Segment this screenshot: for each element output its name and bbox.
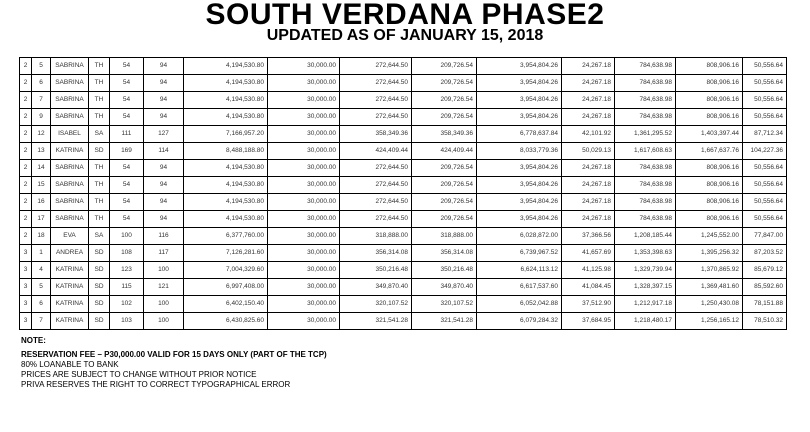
downpayment-1-cell: 272,644.50 [340, 109, 412, 126]
type-cell: TH [89, 58, 110, 75]
block-cell: 2 [20, 194, 32, 211]
lot-area-cell: 54 [110, 58, 144, 75]
monthly-3-cell: 1,667,637.76 [676, 143, 743, 160]
floor-area-cell: 94 [144, 194, 184, 211]
balance-cell: 8,033,779.36 [477, 143, 562, 160]
floor-area-cell: 94 [144, 177, 184, 194]
reservation-fee-cell: 30,000.00 [268, 92, 340, 109]
reservation-fee-cell: 30,000.00 [268, 109, 340, 126]
model-cell: ANDREA [51, 245, 89, 262]
tcp-cell: 6,430,825.60 [184, 313, 268, 330]
lot-cell: 16 [32, 194, 51, 211]
table-row [20, 228, 787, 245]
monthly-1-cell: 24,267.18 [562, 160, 615, 177]
monthly-3-cell: 1,256,165.12 [676, 313, 743, 330]
floor-area-cell: 114 [144, 143, 184, 160]
table-row [20, 92, 787, 109]
lot-area-cell: 123 [110, 262, 144, 279]
reservation-fee-cell: 30,000.00 [268, 228, 340, 245]
reservation-fee-cell: 30,000.00 [268, 143, 340, 160]
floor-area-cell: 121 [144, 279, 184, 296]
downpayment-2-cell: 209,726.54 [412, 194, 477, 211]
monthly-3-cell: 808,906.16 [676, 58, 743, 75]
monthly-2-cell: 1,617,608.63 [615, 143, 676, 160]
monthly-4-cell: 50,556.64 [743, 211, 787, 228]
model-cell: SABRINA [51, 160, 89, 177]
page-title: SOUTH VERDANA PHASE2 [205, 0, 605, 31]
monthly-2-cell: 784,638.98 [615, 177, 676, 194]
monthly-4-cell: 50,556.64 [743, 75, 787, 92]
lot-cell: 13 [32, 143, 51, 160]
reservation-fee-cell: 30,000.00 [268, 296, 340, 313]
table-row [20, 177, 787, 194]
monthly-2-cell: 1,329,739.94 [615, 262, 676, 279]
lot-area-cell: 54 [110, 160, 144, 177]
block-cell: 3 [20, 245, 32, 262]
monthly-4-cell: 104,227.36 [743, 143, 787, 160]
monthly-3-cell: 808,906.16 [676, 194, 743, 211]
lot-cell: 5 [32, 58, 51, 75]
lot-area-cell: 169 [110, 143, 144, 160]
monthly-3-cell: 1,250,430.08 [676, 296, 743, 313]
lot-cell: 7 [32, 92, 51, 109]
balance-cell: 3,954,804.26 [477, 211, 562, 228]
monthly-4-cell: 50,556.64 [743, 160, 787, 177]
monthly-2-cell: 1,218,480.17 [615, 313, 676, 330]
model-cell: SABRINA [51, 75, 89, 92]
type-cell: SA [89, 228, 110, 245]
model-cell: KATRINA [51, 143, 89, 160]
monthly-4-cell: 77,847.00 [743, 228, 787, 245]
table-row [20, 279, 787, 296]
monthly-3-cell: 1,370,865.92 [676, 262, 743, 279]
balance-cell: 6,624,113.12 [477, 262, 562, 279]
tcp-cell: 4,194,530.80 [184, 177, 268, 194]
lot-area-cell: 54 [110, 92, 144, 109]
downpayment-2-cell: 209,726.54 [412, 75, 477, 92]
monthly-1-cell: 41,084.45 [562, 279, 615, 296]
type-cell: SD [89, 262, 110, 279]
tcp-cell: 7,126,281.60 [184, 245, 268, 262]
type-cell: TH [89, 109, 110, 126]
downpayment-2-cell: 318,888.00 [412, 228, 477, 245]
downpayment-2-cell: 424,409.44 [412, 143, 477, 160]
tcp-cell: 7,166,957.20 [184, 126, 268, 143]
model-cell: SABRINA [51, 194, 89, 211]
table-row [20, 143, 787, 160]
floor-area-cell: 117 [144, 245, 184, 262]
lot-area-cell: 102 [110, 296, 144, 313]
model-cell: KATRINA [51, 279, 89, 296]
monthly-1-cell: 24,267.18 [562, 177, 615, 194]
reservation-fee-cell: 30,000.00 [268, 262, 340, 279]
balance-cell: 6,028,872.00 [477, 228, 562, 245]
balance-cell: 3,954,804.26 [477, 58, 562, 75]
monthly-2-cell: 1,361,295.52 [615, 126, 676, 143]
monthly-2-cell: 1,212,917.18 [615, 296, 676, 313]
floor-area-cell: 94 [144, 160, 184, 177]
downpayment-1-cell: 272,644.50 [340, 194, 412, 211]
balance-cell: 3,954,804.26 [477, 177, 562, 194]
monthly-1-cell: 37,684.95 [562, 313, 615, 330]
tcp-cell: 6,997,408.00 [184, 279, 268, 296]
note-price-change: PRICES ARE SUBJECT TO CHANGE WITHOUT PRIOR NOTICE [21, 370, 257, 379]
monthly-2-cell: 784,638.98 [615, 194, 676, 211]
block-cell: 2 [20, 126, 32, 143]
model-cell: SABRINA [51, 109, 89, 126]
downpayment-2-cell: 209,726.54 [412, 211, 477, 228]
downpayment-2-cell: 349,870.40 [412, 279, 477, 296]
monthly-1-cell: 41,125.98 [562, 262, 615, 279]
table-row [20, 194, 787, 211]
block-cell: 2 [20, 75, 32, 92]
monthly-4-cell: 85,679.12 [743, 262, 787, 279]
table-row [20, 126, 787, 143]
price-list-body [20, 58, 787, 330]
downpayment-1-cell: 321,541.28 [340, 313, 412, 330]
tcp-cell: 4,194,530.80 [184, 75, 268, 92]
balance-cell: 3,954,804.26 [477, 75, 562, 92]
block-cell: 2 [20, 143, 32, 160]
model-cell: SABRINA [51, 177, 89, 194]
monthly-3-cell: 808,906.16 [676, 75, 743, 92]
model-cell: ISABEL [51, 126, 89, 143]
model-cell: KATRINA [51, 262, 89, 279]
balance-cell: 3,954,804.26 [477, 194, 562, 211]
lot-cell: 4 [32, 262, 51, 279]
monthly-4-cell: 87,203.52 [743, 245, 787, 262]
reservation-fee-cell: 30,000.00 [268, 126, 340, 143]
table-row [20, 296, 787, 313]
lot-cell: 9 [32, 109, 51, 126]
monthly-1-cell: 24,267.18 [562, 194, 615, 211]
table-row [20, 160, 787, 177]
monthly-2-cell: 784,638.98 [615, 92, 676, 109]
floor-area-cell: 94 [144, 58, 184, 75]
table-row [20, 211, 787, 228]
block-cell: 2 [20, 58, 32, 75]
balance-cell: 6,617,537.60 [477, 279, 562, 296]
monthly-2-cell: 1,208,185.44 [615, 228, 676, 245]
reservation-fee-cell: 30,000.00 [268, 194, 340, 211]
type-cell: SA [89, 126, 110, 143]
monthly-3-cell: 808,906.16 [676, 109, 743, 126]
lot-cell: 6 [32, 296, 51, 313]
block-cell: 2 [20, 92, 32, 109]
block-cell: 2 [20, 160, 32, 177]
downpayment-2-cell: 320,107.52 [412, 296, 477, 313]
monthly-3-cell: 808,906.16 [676, 92, 743, 109]
lot-area-cell: 54 [110, 109, 144, 126]
table-row [20, 313, 787, 330]
downpayment-1-cell: 320,107.52 [340, 296, 412, 313]
block-cell: 3 [20, 262, 32, 279]
downpayment-1-cell: 272,644.50 [340, 75, 412, 92]
lot-cell: 18 [32, 228, 51, 245]
lot-cell: 7 [32, 313, 51, 330]
balance-cell: 6,739,967.52 [477, 245, 562, 262]
monthly-3-cell: 808,906.16 [676, 211, 743, 228]
model-cell: SABRINA [51, 92, 89, 109]
block-cell: 2 [20, 211, 32, 228]
block-cell: 3 [20, 296, 32, 313]
downpayment-1-cell: 272,644.50 [340, 160, 412, 177]
downpayment-1-cell: 272,644.50 [340, 177, 412, 194]
page-subtitle: UPDATED AS OF JANUARY 15, 2018 [266, 27, 544, 44]
reservation-fee-cell: 30,000.00 [268, 313, 340, 330]
monthly-4-cell: 50,556.64 [743, 92, 787, 109]
lot-cell: 12 [32, 126, 51, 143]
monthly-4-cell: 50,556.64 [743, 194, 787, 211]
monthly-1-cell: 42,101.92 [562, 126, 615, 143]
floor-area-cell: 116 [144, 228, 184, 245]
tcp-cell: 7,004,329.60 [184, 262, 268, 279]
lot-area-cell: 54 [110, 177, 144, 194]
monthly-3-cell: 1,369,481.60 [676, 279, 743, 296]
lot-cell: 6 [32, 75, 51, 92]
monthly-4-cell: 78,151.88 [743, 296, 787, 313]
downpayment-2-cell: 209,726.54 [412, 109, 477, 126]
tcp-cell: 4,194,530.80 [184, 194, 268, 211]
type-cell: SD [89, 143, 110, 160]
lot-cell: 15 [32, 177, 51, 194]
tcp-cell: 4,194,530.80 [184, 109, 268, 126]
downpayment-2-cell: 209,726.54 [412, 160, 477, 177]
monthly-3-cell: 808,906.16 [676, 177, 743, 194]
type-cell: TH [89, 92, 110, 109]
block-cell: 2 [20, 109, 32, 126]
balance-cell: 3,954,804.26 [477, 160, 562, 177]
table-row [20, 109, 787, 126]
downpayment-2-cell: 356,314.08 [412, 245, 477, 262]
downpayment-1-cell: 272,644.50 [340, 211, 412, 228]
downpayment-1-cell: 272,644.50 [340, 58, 412, 75]
floor-area-cell: 94 [144, 75, 184, 92]
downpayment-2-cell: 358,349.36 [412, 126, 477, 143]
monthly-4-cell: 85,592.60 [743, 279, 787, 296]
downpayment-1-cell: 358,349.36 [340, 126, 412, 143]
monthly-2-cell: 1,353,398.63 [615, 245, 676, 262]
monthly-2-cell: 784,638.98 [615, 211, 676, 228]
table-row [20, 58, 787, 75]
type-cell: TH [89, 177, 110, 194]
table-row [20, 245, 787, 262]
balance-cell: 6,778,637.84 [477, 126, 562, 143]
monthly-1-cell: 24,267.18 [562, 75, 615, 92]
monthly-4-cell: 50,556.64 [743, 177, 787, 194]
model-cell: EVA [51, 228, 89, 245]
reservation-fee-cell: 30,000.00 [268, 211, 340, 228]
lot-cell: 5 [32, 279, 51, 296]
monthly-2-cell: 784,638.98 [615, 75, 676, 92]
downpayment-1-cell: 272,644.50 [340, 92, 412, 109]
block-cell: 3 [20, 313, 32, 330]
lot-area-cell: 100 [110, 228, 144, 245]
floor-area-cell: 100 [144, 313, 184, 330]
type-cell: TH [89, 75, 110, 92]
reservation-fee-cell: 30,000.00 [268, 75, 340, 92]
monthly-1-cell: 37,366.56 [562, 228, 615, 245]
floor-area-cell: 94 [144, 92, 184, 109]
monthly-1-cell: 50,029.13 [562, 143, 615, 160]
reservation-fee-cell: 30,000.00 [268, 58, 340, 75]
notes-section [21, 336, 327, 390]
model-cell: SABRINA [51, 58, 89, 75]
lot-area-cell: 54 [110, 194, 144, 211]
table-row [20, 75, 787, 92]
downpayment-1-cell: 350,216.48 [340, 262, 412, 279]
downpayment-1-cell: 349,870.40 [340, 279, 412, 296]
monthly-1-cell: 24,267.18 [562, 109, 615, 126]
type-cell: TH [89, 160, 110, 177]
type-cell: SD [89, 313, 110, 330]
balance-cell: 3,954,804.26 [477, 92, 562, 109]
lot-area-cell: 54 [110, 211, 144, 228]
monthly-1-cell: 41,657.69 [562, 245, 615, 262]
lot-area-cell: 108 [110, 245, 144, 262]
downpayment-2-cell: 209,726.54 [412, 177, 477, 194]
tcp-cell: 4,194,530.80 [184, 211, 268, 228]
type-cell: SD [89, 245, 110, 262]
monthly-3-cell: 1,403,397.44 [676, 126, 743, 143]
reservation-fee-cell: 30,000.00 [268, 279, 340, 296]
tcp-cell: 6,402,150.40 [184, 296, 268, 313]
lot-area-cell: 54 [110, 75, 144, 92]
tcp-cell: 4,194,530.80 [184, 92, 268, 109]
monthly-1-cell: 24,267.18 [562, 58, 615, 75]
model-cell: KATRINA [51, 296, 89, 313]
note-typo-rights: PRIVA RESERVES THE RIGHT TO CORRECT TYPOGRAPHICAL ERROR [21, 380, 291, 389]
note-loanable: 80% LOANABLE TO BANK [21, 360, 119, 369]
monthly-1-cell: 37,512.90 [562, 296, 615, 313]
downpayment-1-cell: 424,409.44 [340, 143, 412, 160]
note-reservation-fee: RESERVATION FEE – P30,000.00 VALID FOR 15 DAYS ONLY (PART OF THE TCP) [21, 350, 327, 359]
downpayment-2-cell: 321,541.28 [412, 313, 477, 330]
lot-area-cell: 111 [110, 126, 144, 143]
monthly-4-cell: 50,556.64 [743, 58, 787, 75]
monthly-2-cell: 784,638.98 [615, 58, 676, 75]
lot-cell: 14 [32, 160, 51, 177]
downpayment-2-cell: 209,726.54 [412, 92, 477, 109]
monthly-1-cell: 24,267.18 [562, 211, 615, 228]
tcp-cell: 6,377,760.00 [184, 228, 268, 245]
table-row [20, 262, 787, 279]
balance-cell: 3,954,804.26 [477, 109, 562, 126]
type-cell: SD [89, 296, 110, 313]
monthly-2-cell: 1,328,397.15 [615, 279, 676, 296]
monthly-4-cell: 87,712.34 [743, 126, 787, 143]
floor-area-cell: 94 [144, 109, 184, 126]
balance-cell: 6,052,042.88 [477, 296, 562, 313]
balance-cell: 6,079,284.32 [477, 313, 562, 330]
floor-area-cell: 127 [144, 126, 184, 143]
tcp-cell: 8,488,188.80 [184, 143, 268, 160]
lot-area-cell: 103 [110, 313, 144, 330]
monthly-3-cell: 808,906.16 [676, 160, 743, 177]
tcp-cell: 4,194,530.80 [184, 160, 268, 177]
floor-area-cell: 100 [144, 262, 184, 279]
monthly-2-cell: 784,638.98 [615, 109, 676, 126]
reservation-fee-cell: 30,000.00 [268, 160, 340, 177]
monthly-2-cell: 784,638.98 [615, 160, 676, 177]
block-cell: 3 [20, 279, 32, 296]
monthly-4-cell: 78,510.32 [743, 313, 787, 330]
type-cell: TH [89, 211, 110, 228]
model-cell: KATRINA [51, 313, 89, 330]
reservation-fee-cell: 30,000.00 [268, 245, 340, 262]
lot-area-cell: 115 [110, 279, 144, 296]
block-cell: 2 [20, 177, 32, 194]
price-list-table [19, 57, 787, 330]
lot-cell: 17 [32, 211, 51, 228]
monthly-1-cell: 24,267.18 [562, 92, 615, 109]
reservation-fee-cell: 30,000.00 [268, 177, 340, 194]
tcp-cell: 4,194,530.80 [184, 58, 268, 75]
notes-heading: NOTE: [21, 336, 46, 345]
type-cell: SD [89, 279, 110, 296]
block-cell: 2 [20, 228, 32, 245]
downpayment-2-cell: 350,216.48 [412, 262, 477, 279]
floor-area-cell: 100 [144, 296, 184, 313]
type-cell: TH [89, 194, 110, 211]
monthly-3-cell: 1,395,256.32 [676, 245, 743, 262]
downpayment-2-cell: 209,726.54 [412, 58, 477, 75]
floor-area-cell: 94 [144, 211, 184, 228]
monthly-3-cell: 1,245,552.00 [676, 228, 743, 245]
monthly-4-cell: 50,556.64 [743, 109, 787, 126]
downpayment-1-cell: 356,314.08 [340, 245, 412, 262]
model-cell: SABRINA [51, 211, 89, 228]
lot-cell: 1 [32, 245, 51, 262]
downpayment-1-cell: 318,888.00 [340, 228, 412, 245]
